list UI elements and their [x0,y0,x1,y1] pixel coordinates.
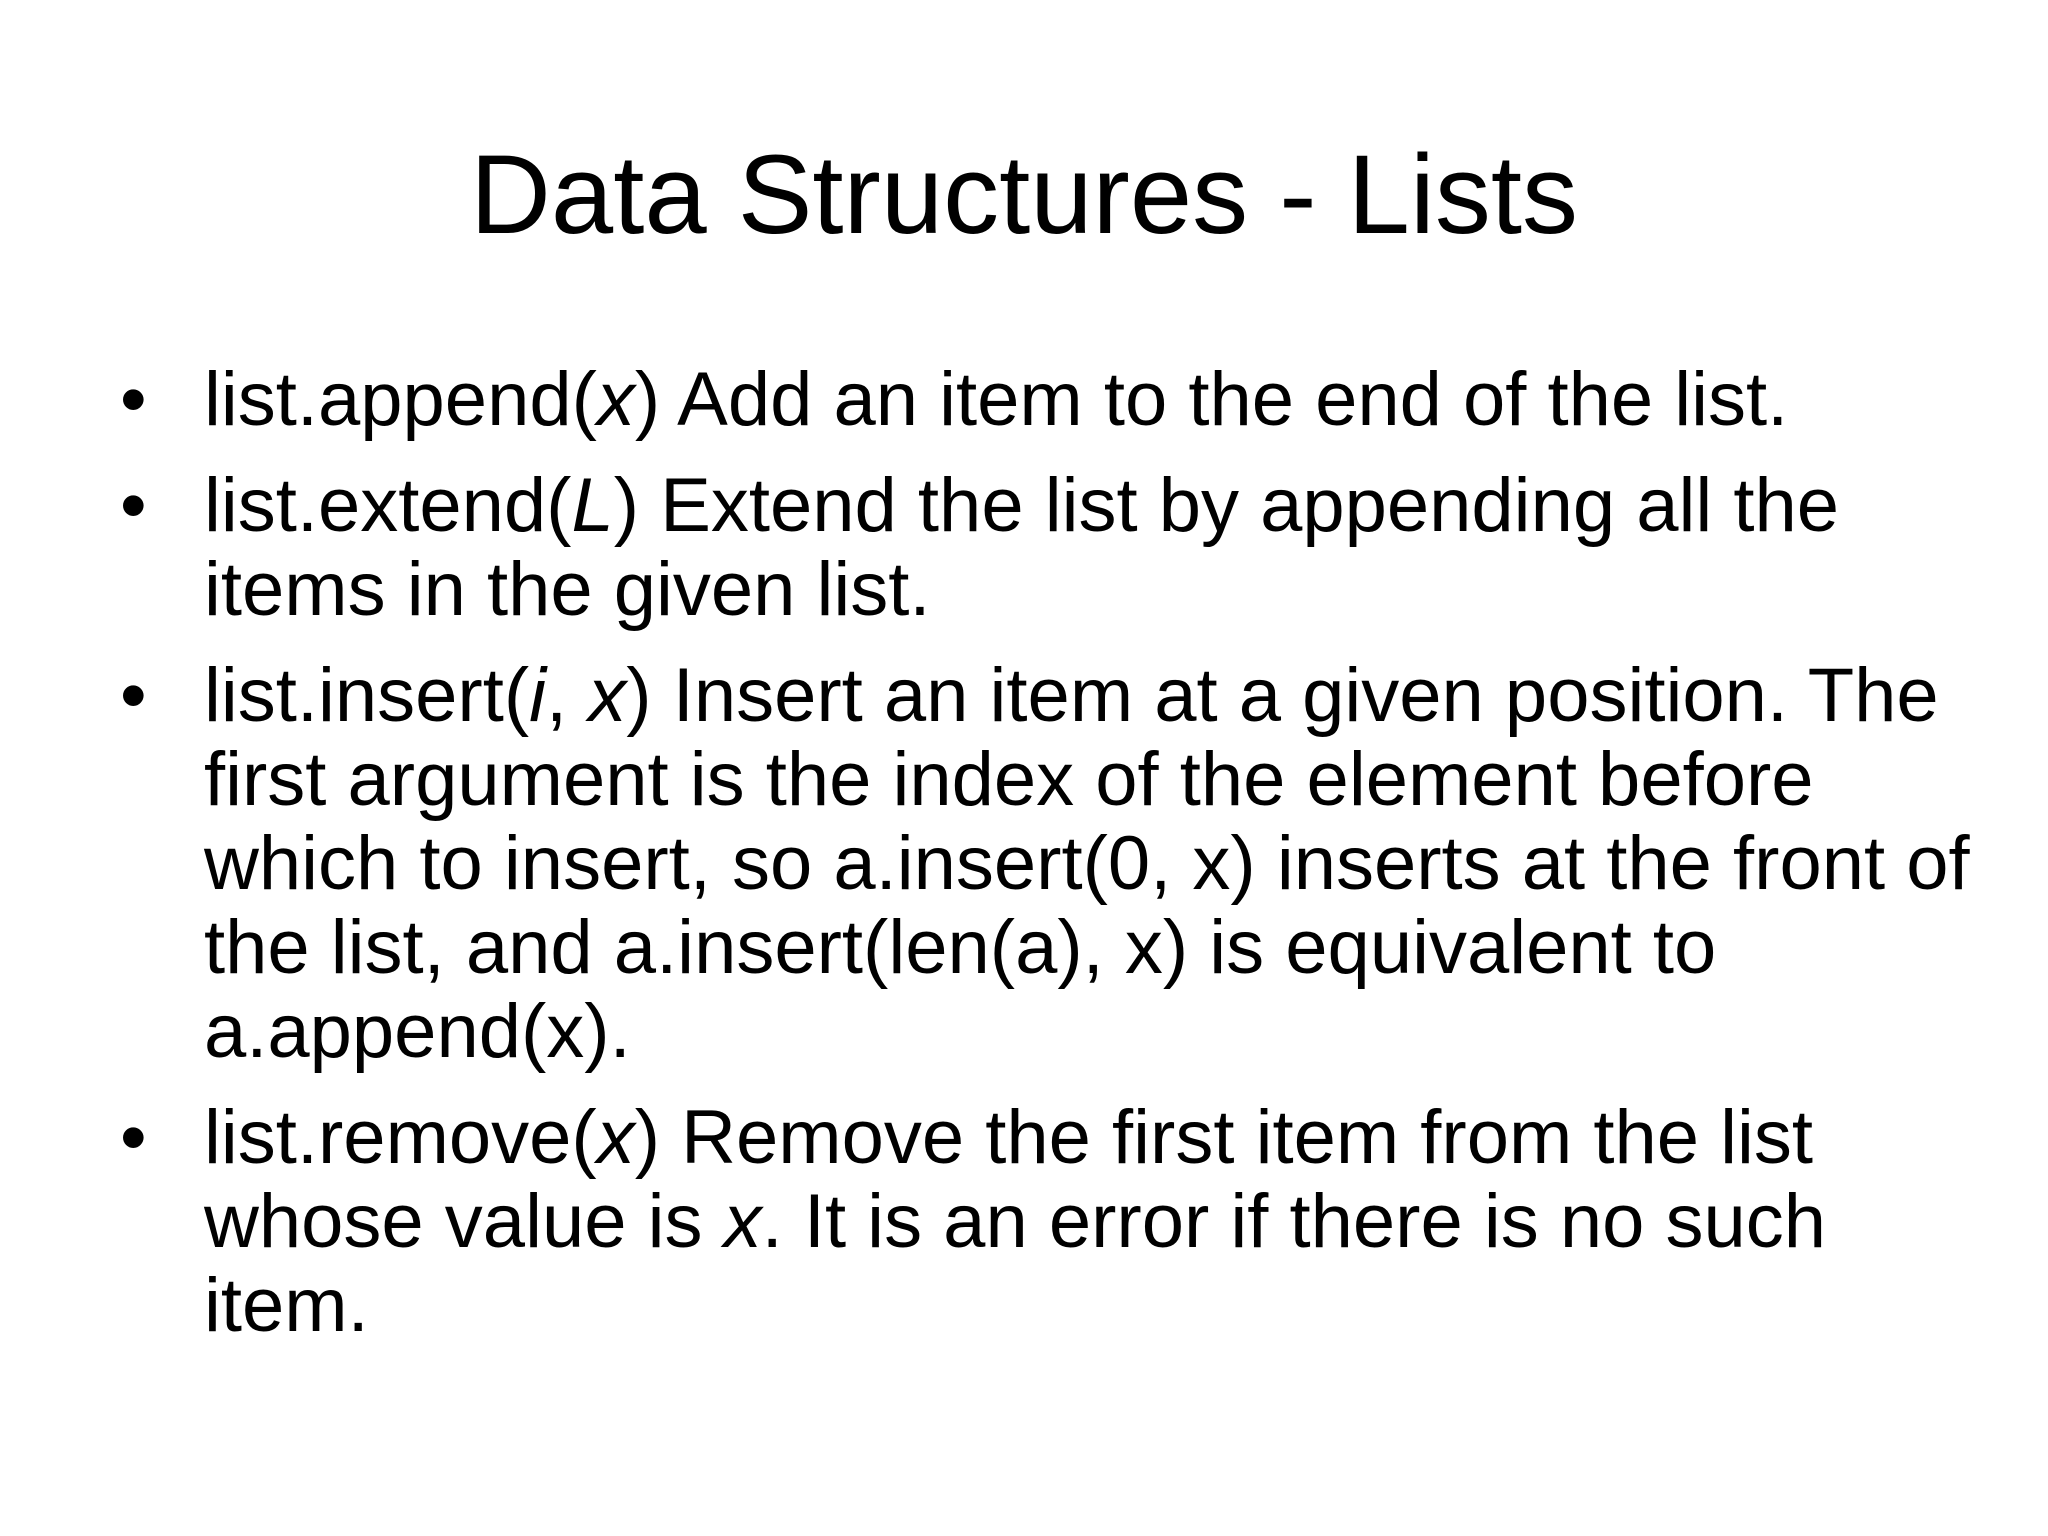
bullet-list [120,358,1980,1370]
italic-run: x [588,653,627,738]
text-run: list.remove( [204,1095,597,1180]
list-item-append [120,358,1980,442]
list-item-extend [120,464,1980,632]
text-run: list.append( [204,357,597,442]
italic-run: i [529,653,547,738]
bullet-text [204,464,1980,632]
list-item-insert [120,654,1980,1074]
bullet-icon: • [120,653,147,738]
slide-title: Data Structures - Lists [470,132,1578,257]
bullet-text [204,1096,1980,1348]
bullet-icon: • [120,357,147,442]
text-run: . It is an error if there is no such item. [204,1179,1827,1348]
text-run: ) Remove the first item from the list whose value is [204,1095,1814,1264]
italic-run: x [723,1179,762,1264]
text-run: ) Insert an item at a given position. The first argument is the index of the element before which to insert, so a.insert(0, x) inserts at the front of the list, and a.insert(len(a), x) is equivalent to a.append(x). [204,653,1970,1074]
bullet-icon: • [120,463,147,548]
text-run: ) Add an item to the end of the list. [634,357,1789,442]
list-item-remove [120,1096,1980,1348]
text-run: list.insert( [204,653,530,738]
bullet-icon: • [120,1095,147,1180]
bullet-text [204,358,1980,442]
text-run: ) Extend the list by appending all the items in the given list. [204,463,1840,632]
italic-run: x [596,1095,635,1180]
italic-run: L [571,463,614,548]
bullet-text [204,654,1980,1074]
text-run: list.extend( [204,463,572,548]
italic-run: x [596,357,635,442]
text-run: , [546,653,589,738]
